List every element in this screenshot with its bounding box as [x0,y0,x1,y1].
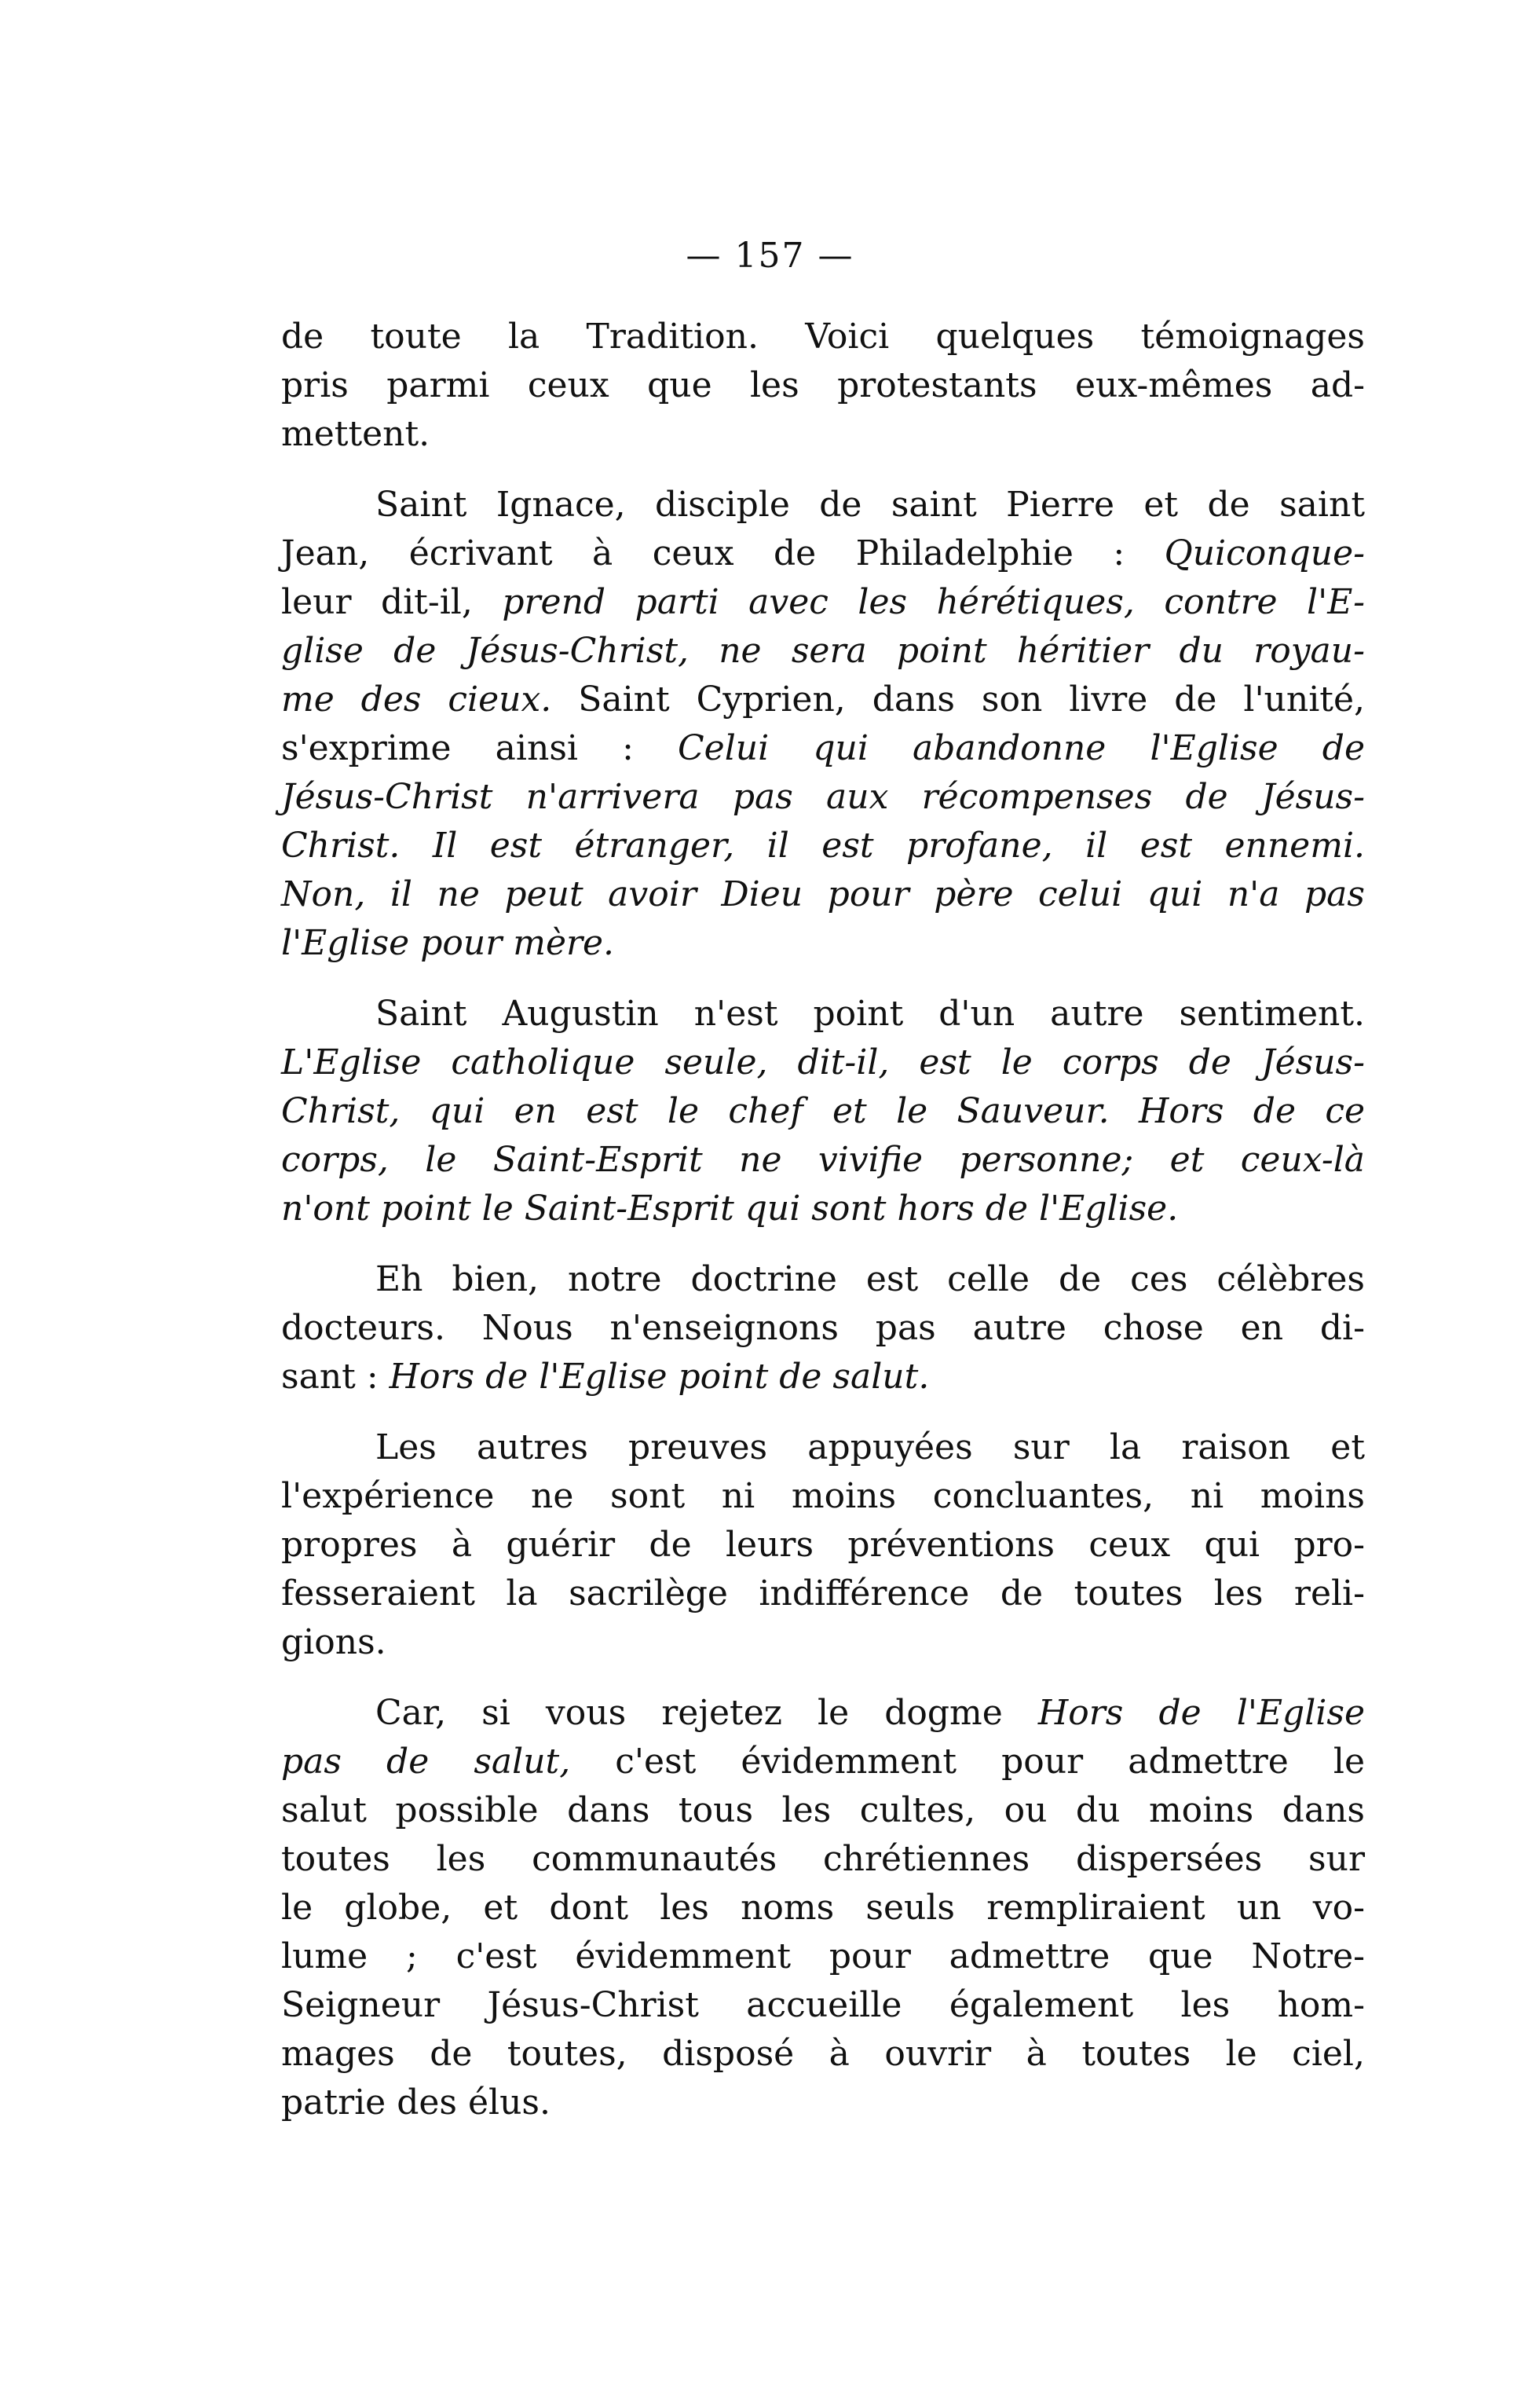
paragraph-gap [281,459,1365,481]
italic-text: Non, il ne peut avoir Dieu pour père celui qui n'a pas [281,874,1365,914]
paragraph [281,313,1365,459]
roman-text: Les autres preuves appuyées sur la raison et [375,1427,1365,1467]
text-line [281,1472,1365,1521]
paragraph [281,1689,1365,2127]
roman-text: Saint Ignace, disciple de saint Pierre et de saint [375,485,1365,525]
text-line [281,1255,1365,1304]
text-line [281,1304,1365,1353]
roman-text: docteurs. Nous n'enseignons pas autre chose en di- [281,1308,1365,1348]
text-line [281,773,1365,822]
roman-text: leur [281,582,352,622]
roman-text: patrie des élus. [281,2082,551,2123]
roman-text: l'expérience ne sont ni moins concluantes, ni moins [281,1476,1365,1516]
italic-text: prend parti avec les hérétiques, contre l'E- [502,582,1365,622]
italic-text: Celui qui abandonne l'Eglise de [678,728,1365,768]
italic-text: me des cieux. [281,680,552,720]
roman-text: Car, si vous rejetez le dogme [375,1693,1038,1733]
text-line [281,724,1365,773]
text-line [281,1136,1365,1185]
text-line [281,870,1365,919]
text-line [281,1521,1365,1570]
paragraph-gap [281,1233,1365,1255]
roman-text: Seigneur Jésus-Christ accueille également les hom- [281,1985,1365,2025]
text-line [281,627,1365,676]
italic-text: n'ont point le Saint-Esprit qui sont hors de l'Eglise. [281,1189,1179,1229]
text-line [281,578,1365,627]
text-line [281,822,1365,870]
text-line [281,1981,1365,2030]
text-line [281,361,1365,410]
text-line [281,2079,1365,2127]
italic-text: corps, le Saint-Esprit ne vivifie personne; et ceux-là [281,1140,1365,1180]
text-line [281,1353,1365,1401]
text-line [281,1738,1365,1786]
italic-text: L'Eglise catholique seule, dit-il, est le corps de Jésus- [281,1042,1365,1082]
roman-text: Saint Cyprien, dans son livre de l'unité, [551,680,1366,720]
text-line [281,529,1365,578]
text-line [281,990,1365,1038]
roman-text: de toute la Tradition. Voici quelques témoignages [281,317,1365,357]
roman-text: le globe, et dont les noms seuls rempliraient un vo- [281,1888,1365,1928]
text-line [281,1884,1365,1932]
page-number: — 157 — [686,236,854,276]
text-line [281,1087,1365,1136]
roman-text: pris parmi ceux que les protestants eux-mêmes ad- [281,365,1365,405]
text-line [281,1786,1365,1835]
roman-text: sant : [281,1357,390,1397]
roman-text: lume ; c'est évidemment pour admettre que Notre- [281,1936,1365,1976]
text-line [281,2030,1365,2079]
italic-text: Christ. Il est étranger, il est profane, il est ennemi. [281,826,1365,866]
roman-text: fesseraient la sacrilège indifférence de toutes les reli- [281,1573,1365,1614]
text-line [281,1932,1365,1981]
text-line [281,1185,1365,1233]
text-line [281,410,1365,459]
italic-text: Christ, qui en est le chef et le Sauveur. Hors de ce [281,1091,1365,1131]
text-line [281,676,1365,724]
roman-text: mettent. [281,414,430,454]
italic-text: glise de Jésus-Christ, ne sera point héritier du royau- [281,631,1365,671]
paragraph [281,1423,1365,1667]
text-line [281,919,1365,968]
roman-text: propres à guérir de leurs préventions ceux qui pro- [281,1525,1365,1565]
paragraph [281,1255,1365,1401]
italic-text: l'Eglise pour mère. [281,923,615,963]
body-text [281,313,1365,2127]
roman-text: Jean, écrivant à ceux de Philadelphie : [281,533,1165,573]
text-line [281,1038,1365,1087]
text-line [281,313,1365,361]
italic-text: pas de salut, [281,1742,571,1782]
paragraph-gap [281,968,1365,990]
roman-text: gions. [281,1622,386,1662]
italic-text: Jésus-Christ n'arrivera pas aux récompenses de Jésus- [281,777,1365,817]
italic-text: Quiconque- [1164,533,1365,573]
roman-text: salut possible dans tous les cultes, ou du moins dans [281,1790,1365,1830]
paragraph [281,990,1365,1233]
roman-text: s'exprime ainsi : [281,728,679,768]
text-line [281,1689,1365,1738]
text-line [281,1423,1365,1472]
italic-text: Hors de l'Eglise [1037,1693,1365,1733]
text-line [281,1618,1365,1667]
paragraph-gap [281,1667,1365,1689]
roman-text: Eh bien, notre doctrine est celle de ces célèbres [375,1259,1365,1299]
text-line [281,481,1365,529]
roman-text: dit-il, [351,582,503,622]
roman-text: toutes les communautés chrétiennes dispersées sur [281,1839,1365,1879]
paragraph-gap [281,1401,1365,1423]
paragraph [281,481,1365,968]
roman-text: Saint Augustin n'est point d'un autre sentiment. [375,994,1365,1034]
text-line [281,1570,1365,1618]
roman-text: mages de toutes, disposé à ouvrir à toutes le ciel, [281,2034,1365,2074]
text-line [281,1835,1365,1884]
roman-text: c'est évidemment pour admettre le [570,1742,1366,1782]
italic-text: Hors de l'Eglise point de salut. [389,1357,930,1397]
